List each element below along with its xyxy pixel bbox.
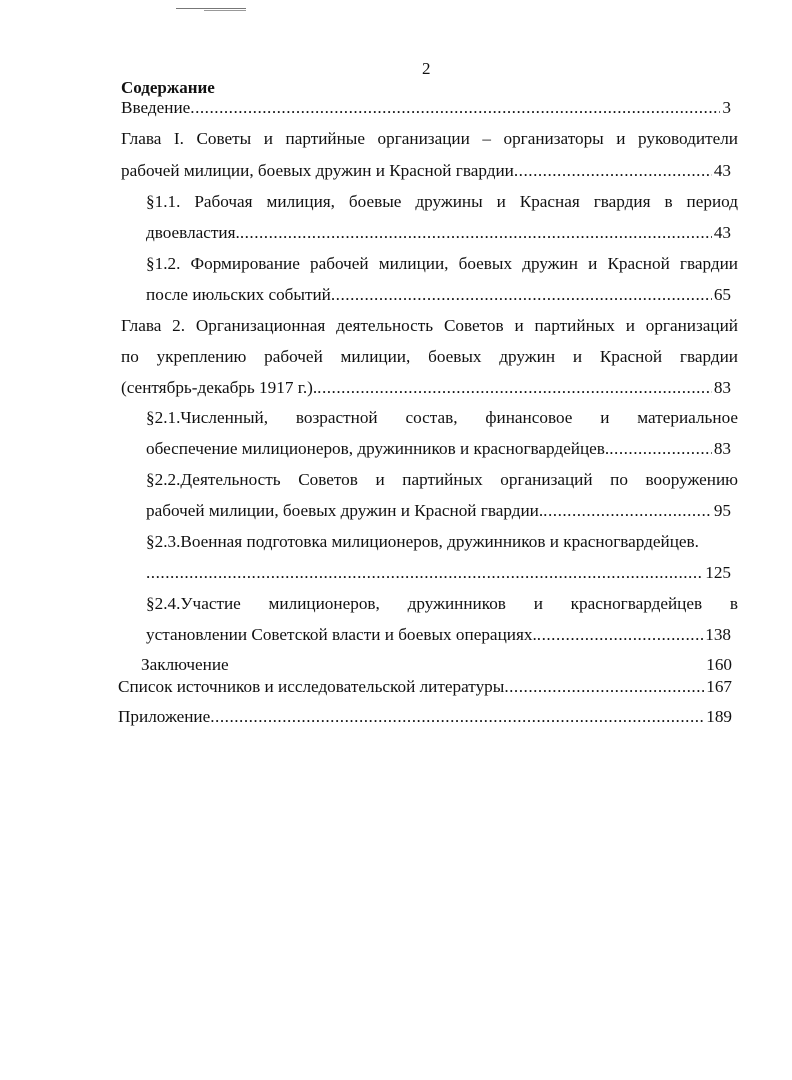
toc-entry-section-1-1-line-1[interactable]: §1.1. Рабочая милиция, боевые дружины и Красная гвардия в период — [146, 192, 738, 211]
toc-entry-chapter-1-line-2[interactable] — [121, 161, 731, 181]
toc-entry-section-2-4-line-1[interactable]: §2.4.Участие милиционеров, дружинников и красногвардейцев в — [146, 594, 738, 613]
leader-dots — [190, 98, 720, 118]
toc-page-number: 43 — [713, 161, 731, 180]
toc-entry-section-1-2-line-2[interactable] — [146, 285, 731, 305]
toc-entry-section-2-3-line-2[interactable] — [146, 563, 731, 583]
toc-entry-section-2-2-line-2[interactable] — [146, 501, 731, 521]
toc-page-number: 167 — [706, 677, 732, 696]
toc-entry-section-2-2-line-1[interactable]: §2.2.Деятельность Советов и партийных организаций по вооружению — [146, 470, 738, 489]
toc-entry-text: Приложение — [118, 707, 211, 726]
toc-entry-sources[interactable] — [118, 677, 732, 697]
toc-page-number: 189 — [706, 707, 732, 726]
toc-entry-intro[interactable] — [121, 98, 731, 118]
toc-entry-text: Введение — [121, 98, 191, 117]
leader-dots — [317, 378, 712, 398]
leader-dots — [537, 625, 703, 645]
leader-dots — [514, 161, 712, 181]
toc-entry-text: Заключение — [141, 655, 229, 674]
toc-page-number: 138 — [705, 625, 731, 644]
leader-dots — [609, 439, 712, 459]
toc-entry-chapter-1-line-1[interactable]: Глава I. Советы и партийные организации – организаторы и руководители — [121, 129, 738, 148]
toc-entry-text: после июльских событий — [146, 285, 331, 304]
toc-page-number: 3 — [722, 98, 731, 117]
toc-entry-appendix[interactable] — [118, 707, 732, 727]
page-number: 2 — [422, 59, 431, 78]
toc-entry-section-2-4-line-2[interactable] — [146, 625, 731, 645]
toc-entry-conclusion[interactable] — [141, 655, 732, 675]
toc-entry-text: рабочей милиции, боевых дружин и Красной гвардии. — [146, 501, 544, 520]
toc-page-number: 160 — [706, 655, 732, 674]
toc-entry-section-2-3-line-1[interactable]: §2.3.Военная подготовка милиционеров, дружинников и красногвардейцев. — [146, 532, 699, 551]
toc-entry-text: Список источников и исследовательской литературы — [118, 677, 505, 696]
leader-dots — [504, 677, 704, 697]
toc-page-number: 43 — [713, 223, 731, 242]
scan-artifact-line — [176, 8, 246, 9]
toc-page-number: 83 — [713, 439, 731, 458]
toc-entry-chapter-2-line-1[interactable]: Глава 2. Организационная деятельность Советов и партийных и организаций — [121, 316, 738, 335]
scan-artifact-line — [204, 10, 246, 11]
toc-entry-section-2-1-line-2[interactable] — [146, 439, 731, 459]
toc-page-number: 83 — [713, 378, 731, 397]
toc-entry-text: обеспечение милиционеров, дружинников и красногвардейцев. — [146, 439, 610, 458]
leader-dots — [331, 285, 712, 305]
toc-entry-text: установлении Советской власти и боевых операциях. — [146, 625, 537, 644]
toc-entry-chapter-2-line-2[interactable]: по укреплению рабочей милиции, боевых дружин и Красной гвардии — [121, 347, 738, 366]
toc-entry-section-2-1-line-1[interactable]: §2.1.Численный, возрастной состав, финансовое и материальное — [146, 408, 738, 427]
toc-page-number: 95 — [713, 501, 731, 520]
leader-dots — [146, 563, 703, 583]
toc-entry-text: двоевластия. — [146, 223, 240, 242]
toc-entry-section-1-1-line-2[interactable] — [146, 223, 731, 243]
leader-dots — [210, 707, 704, 727]
leader-dots — [240, 223, 712, 243]
toc-entry-text: (сентябрь-декабрь 1917 г.). — [121, 378, 318, 397]
toc-entry-chapter-2-line-3[interactable] — [121, 378, 731, 398]
toc-entry-text: рабочей милиции, боевых дружин и Красной гвардии — [121, 161, 514, 180]
toc-page-number: 65 — [713, 285, 731, 304]
toc-title: Содержание — [121, 78, 215, 97]
toc-entry-section-1-2-line-1[interactable]: §1.2. Формирование рабочей милиции, боевых дружин и Красной гвардии — [146, 254, 738, 273]
leader-dots — [543, 501, 712, 521]
toc-page-number: 125 — [705, 563, 731, 582]
